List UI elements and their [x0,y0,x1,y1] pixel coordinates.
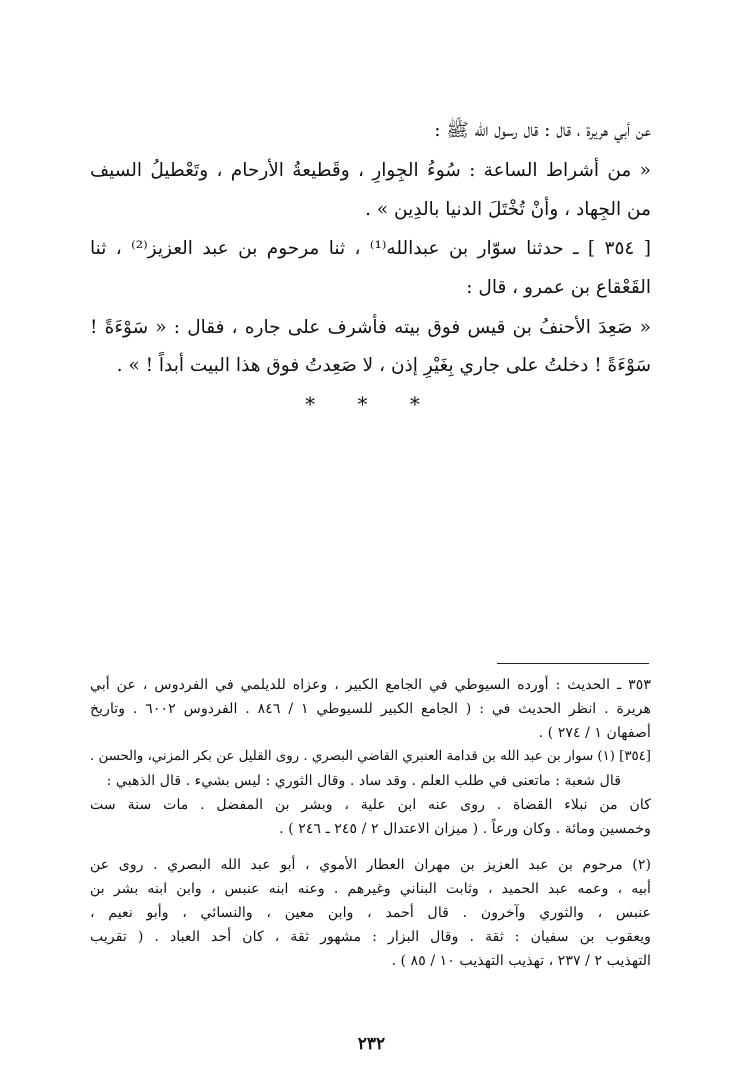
footnote-line: (٢) مرحوم بن عبد العزيز بن مهران العطار الأموي ، أبو عبد الله البصري . روى عن [90,857,651,873]
hadith-text-line: من الجِهاد ، وأنْ تُخْتَلَ الدنيا بالدِين » . [365,199,651,220]
footnote-line: عنبس ، والثوري وآخرون . قال أحمد ، وابن معين ، والنسائي ، وأبو نعيم ، [90,905,651,921]
hadith-354-text-line: « صَعِدَ الأحنفُ بن قيس فوق بيته فأشرف على جاره ، فقال : « سَوْءَةً ! [90,317,651,338]
footnote-line: وخمسين ومائة . وكان ورعاً . ( ميزان الاعتدال ٢ / ٢٤٥ ـ ٢٤٦ ) . [279,821,651,837]
hadith-354-text-line: سَوْءَةً ! دخلتُ على جاري بِغَيْرِ إذن ، لا صَعِدتُ فوق هذا البيت أبداً ! » . [116,355,651,376]
footnote-line: التهذيب ٢ / ٢٣٧ ، تهذيب التهذيب ١٠ / ٨٥ ) . [391,953,651,969]
footnote-line: أبيه ، وعمه عبد الحميد ، وثابت البناني وغيرهم . وعنه ابنه عنبس ، وابن ابنه بشر بن [90,881,651,897]
hadith-text-line: « من أشراط الساعة : سُوءُ الجِوارِ ، وقَطيعةُ الأرحام ، وتَعْطيلُ السيف [90,160,651,181]
hadith-isnad-line: عن أبي هريرة ، قال : قال رسول الله ﷺ : [434,120,651,141]
footnote-line: ٣٥٣ ـ الحديث : أورده السيوطي في الجامع الكبير ، وعزاه للديلمي في الفردوس ، عن أبي [90,677,651,693]
section-separator: * * * [305,392,438,416]
footnote-divider [497,663,649,664]
hadith-354-isnad-line: [ ٣٥٤ ] ـ حدثنا سوّار بن عبدالله⁽¹⁾ ، ثنا مرحوم بن عبد العزيز⁽²⁾ ، ثنا [90,238,651,259]
page-number: ٢٣٢ [357,1034,386,1054]
footnote-line: ويعقوب بن سفيان : ثقة . وقال البزار : مشهور ثقة ، كان أحد العباد . ( تقريب [90,929,651,945]
footnote-line: [٣٥٤] (١) سوار بن عبد الله بن قدامة العنبري القاضي البصري . روى القليل عن بكر المزني، والحسن . [90,749,651,764]
footnote-line: أصفهان ١ / ٢٧٤ ) . [538,725,651,741]
footnote-line: قال شعبة : ماتعنى في طلب العلم . وقد ساد . وقال الثوري : ليس بشيء . قال الذهبي : [106,773,621,789]
footnote-line: كان من نبلاء القضاة . روى عنه ابن علية ، وبشر بن المفضل . مات سنة ست [90,797,651,813]
hadith-354-isnad-line: القَعْقاع بن عمرو ، قال : [466,277,651,298]
footnote-line: هريرة . انظر الحديث في : ( الجامع الكبير للسيوطي ١ / ٨٤٦ . الفردوس ٦٠٠٢ . وتاريخ [90,701,651,717]
